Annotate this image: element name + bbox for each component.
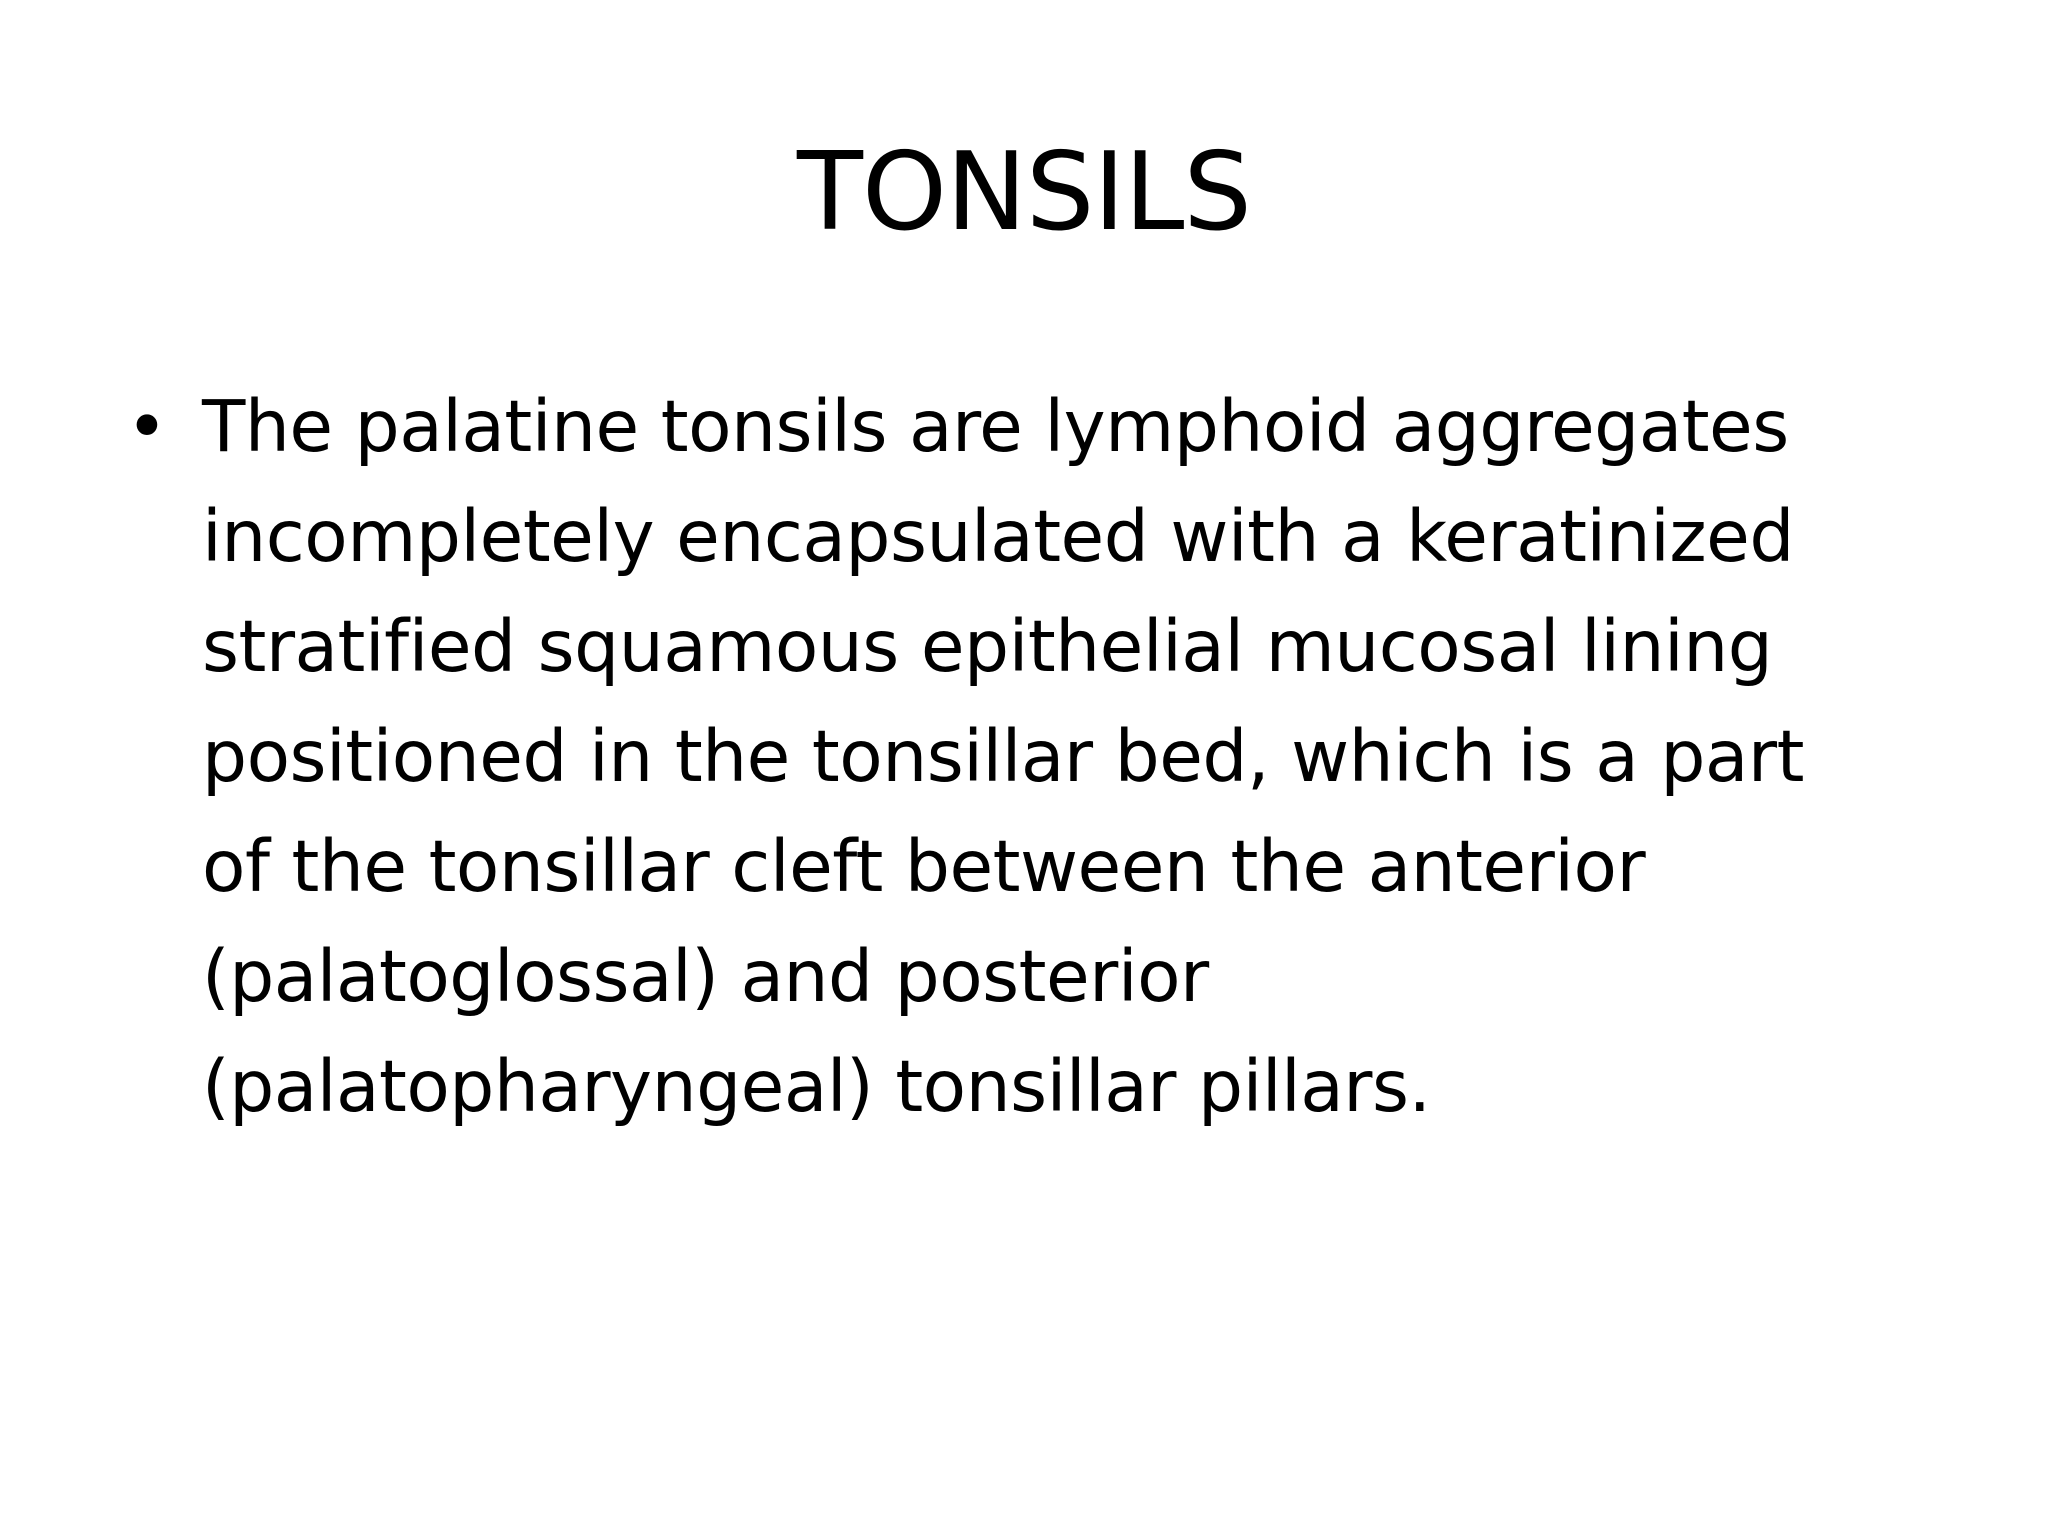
bullet-text-line: (palatoglossal) and posterior bbox=[202, 935, 1209, 1018]
bullet-text-line: (palatopharyngeal) tonsillar pillars. bbox=[202, 1045, 1431, 1128]
bullet-text-line: incompletely encapsulated with a keratinized bbox=[202, 495, 1794, 578]
bullet-list bbox=[0, 372, 2048, 1142]
bullet-text-line: positioned in the tonsillar bed, which is a part bbox=[202, 715, 1804, 798]
bullet-marker: • bbox=[126, 385, 168, 468]
bullet-text-line: of the tonsillar cleft between the anterior bbox=[202, 825, 1646, 908]
bullet-text-line: The palatine tonsils are lymphoid aggregates bbox=[202, 385, 1789, 468]
bullet-item bbox=[0, 372, 2048, 1142]
slide-title: TONSILS bbox=[797, 130, 1251, 255]
bullet-text-line: stratified squamous epithelial mucosal lining bbox=[202, 605, 1773, 688]
